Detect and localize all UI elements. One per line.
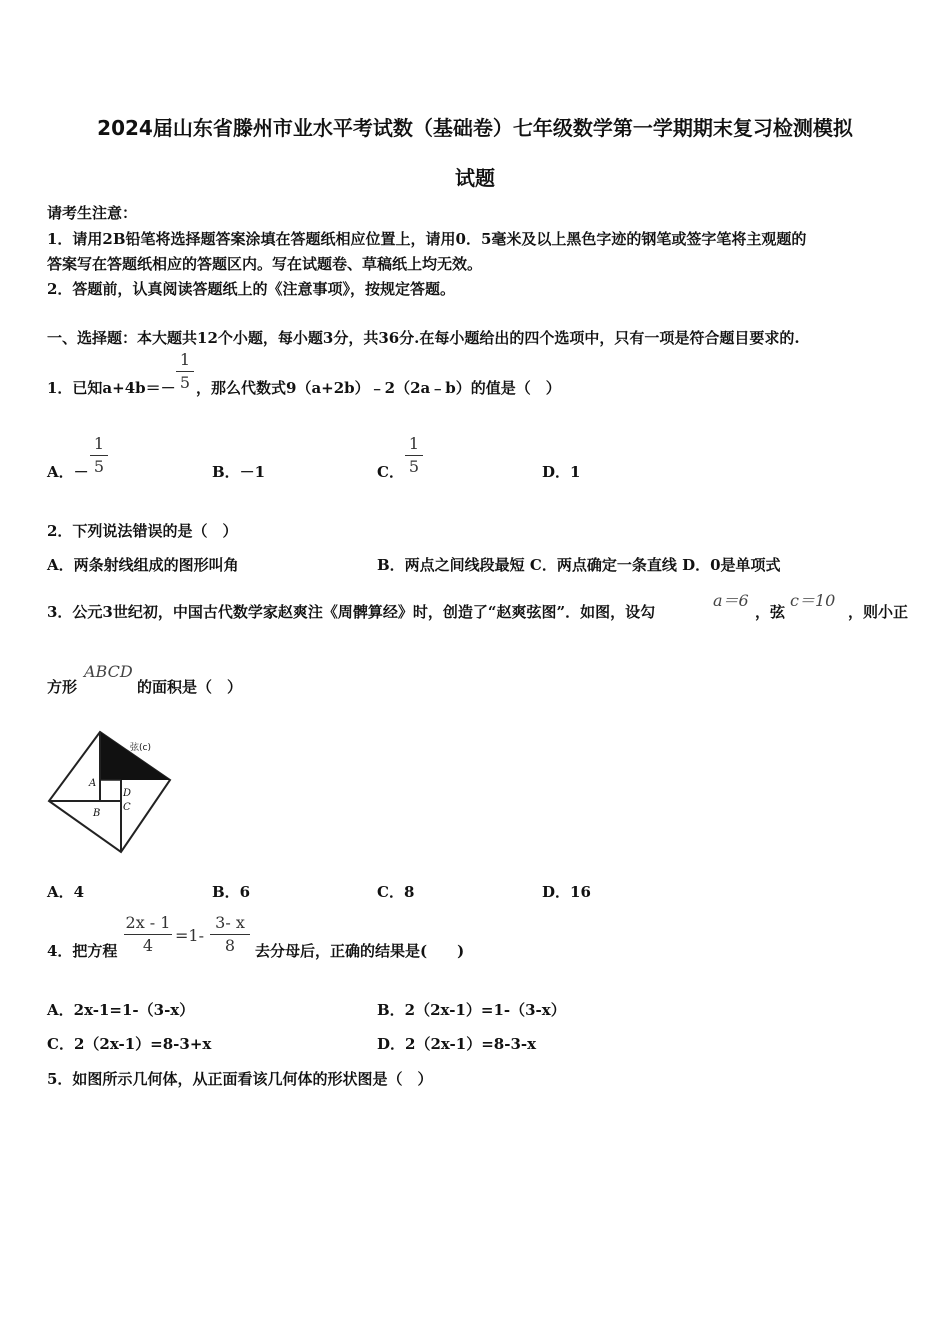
label-a: A	[89, 778, 97, 789]
question-4-stem-a: 4．把方程	[47, 942, 118, 960]
label-c: C	[123, 802, 131, 813]
question-1-fraction: 1 5	[176, 351, 194, 392]
q3-option-a[interactable]: A．4	[47, 883, 85, 901]
q3-math-c: c＝10	[790, 591, 836, 610]
q3-option-b[interactable]: B．6	[212, 883, 251, 901]
q1-option-b[interactable]: B．－1	[212, 463, 266, 481]
label-d: D	[123, 788, 132, 799]
question-1-stem-b: ，那么代数式9（a+2b）﹣2（2a﹣b）的值是（ ）	[196, 379, 561, 397]
question-2-stem: 2．下列说法错误的是（ ）	[47, 522, 238, 540]
question-3-stem-a: 3．公元3世纪初，中国古代数学家赵爽注《周髀算经》时，创造了“赵爽弦图”．如图，设勾	[47, 603, 656, 621]
q1-option-a-fraction: 1 5	[90, 435, 108, 476]
question-3-stem-b: ，弦	[755, 603, 786, 621]
label-b: B	[93, 808, 101, 819]
page-title-line2: 试题	[455, 166, 495, 190]
notice-item-1-cont: 答案写在答题纸相应的答题区内。写在试题卷、草稿纸上均无效。	[47, 255, 483, 273]
q1-option-c[interactable]: C．	[377, 463, 404, 481]
q2-options-bcd[interactable]: B．两点之间线段最短 C．两点确定一条直线 D．0是单项式	[377, 556, 781, 574]
q1-option-a[interactable]: A．－	[47, 463, 89, 481]
section-heading: 一、选择题：本大题共12个小题，每小题3分，共36分.在每小题给出的四个选项中，只有一项是符合题目要求的.	[47, 329, 800, 347]
question-3-stem-c: ，则小正	[848, 603, 909, 621]
q2-option-a[interactable]: A．两条射线组成的图形叫角	[47, 556, 239, 574]
q3-option-d[interactable]: D．16	[542, 883, 591, 901]
notice-item-2: 2．答题前，认真阅读答题纸上的《注意事项》，按规定答题。	[47, 280, 455, 298]
q4-fraction-1: 2x - 1 4	[125, 913, 171, 955]
zhao-shuang-diagram	[44, 728, 174, 856]
question-1-stem-a: 1．已知a+4b＝－	[47, 379, 176, 397]
notice-item-1: 1．请用2B铅笔将选择题答案涂填在答题纸相应位置上，请用0．5毫米及以上黑色字迹的钢笔或签字笔将主观题的	[47, 230, 807, 248]
label-chord: 弦(c)	[130, 743, 151, 753]
q4-equals: =1-	[175, 926, 204, 945]
q1-option-c-fraction: 1 5	[405, 435, 423, 476]
page-title: 2024届山东省滕州市业水平考试数（基础卷）七年级数学第一学期期末复习检测模拟	[97, 116, 853, 140]
q4-fraction-2: 3- x 8	[210, 914, 250, 955]
q3-math-a: a＝6	[713, 591, 749, 610]
question-5-stem: 5．如图所示几何体，从正面看该几何体的形状图是（ ）	[47, 1070, 433, 1088]
notice-heading: 请考生注意：	[47, 204, 138, 222]
question-4-stem-b: 去分母后，正确的结果是( )	[255, 942, 465, 960]
q1-option-d[interactable]: D．1	[542, 463, 581, 481]
q4-option-b[interactable]: B．2（2x-1）=1-（3-x）	[377, 1001, 566, 1019]
q4-option-d[interactable]: D．2（2x-1）=8-3-x	[377, 1035, 537, 1053]
q4-option-a[interactable]: A．2x-1=1-（3-x）	[47, 1001, 195, 1019]
q3-option-c[interactable]: C．8	[377, 883, 415, 901]
question-3-stem-d: 方形	[47, 678, 78, 696]
q3-math-abcd: ABCD	[84, 662, 133, 681]
q4-option-c[interactable]: C．2（2x-1）=8-3+x	[47, 1035, 212, 1053]
question-3-stem-e: 的面积是（ ）	[137, 678, 243, 696]
